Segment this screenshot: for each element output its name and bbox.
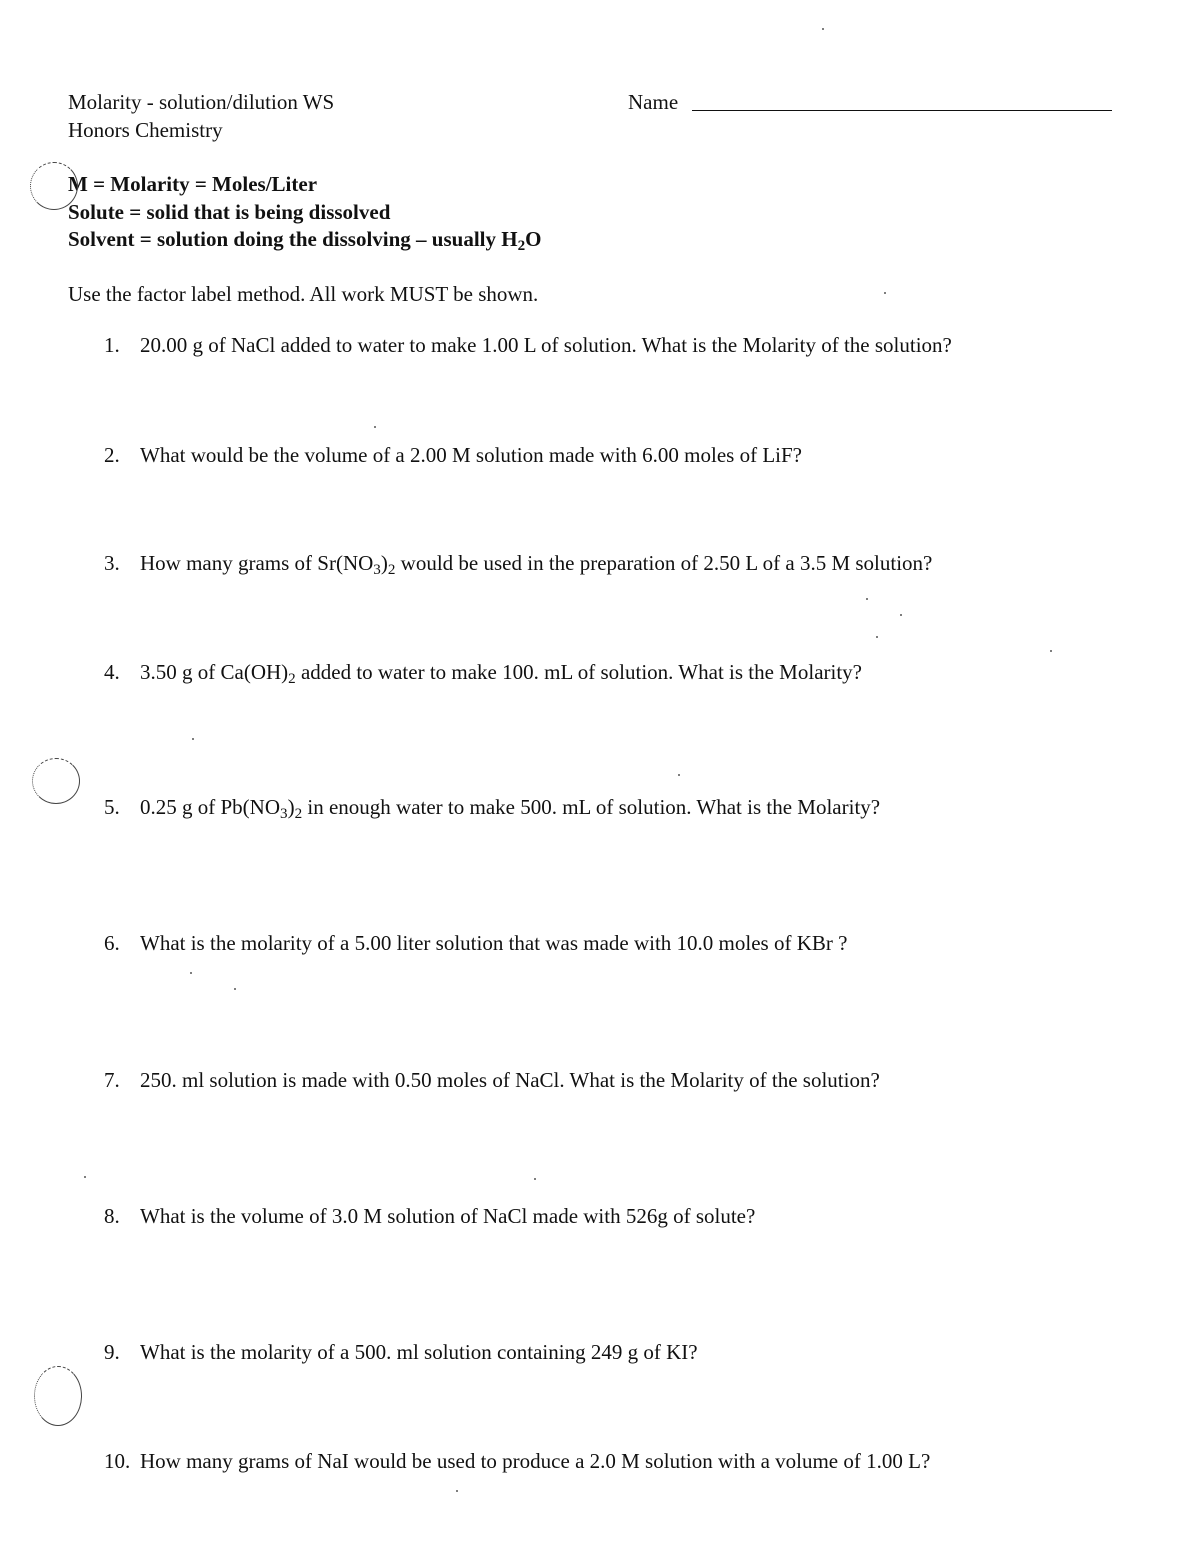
question-1	[104, 333, 952, 358]
question-text	[140, 1204, 755, 1228]
definition-solvent-suffix: O	[525, 227, 542, 251]
question-subscript: 3	[373, 561, 381, 578]
question-text-part: 0.25 g of Pb(NO	[140, 795, 280, 819]
question-text-part: What is the molarity of a 5.00 liter solution that was made with 10.0 moles of KBr ?	[140, 931, 848, 955]
question-text	[140, 443, 802, 467]
question-9	[104, 1340, 698, 1365]
instructions: Use the factor label method. All work MUST be shown.	[68, 282, 539, 306]
question-subscript: 2	[294, 805, 303, 822]
question-text	[140, 551, 933, 578]
hole-punch-top	[30, 162, 78, 210]
question-6	[104, 931, 847, 956]
scan-speck	[1050, 650, 1052, 652]
question-text-part: 20.00 g of NaCl added to water to make 1.00 L of solution. What is the Molarity of the solution?	[140, 333, 952, 357]
question-number: 7.	[104, 1068, 120, 1092]
worksheet-title: Molarity - solution/dilution WS	[68, 90, 335, 114]
question-text-part: How many grams of NaI would be used to produce a 2.0 M solution with a volume of 1.00 L?	[140, 1449, 931, 1473]
scan-speck	[534, 1178, 536, 1180]
definition-solvent-text: Solvent = solution doing the dissolving – usually H	[68, 227, 518, 251]
question-text	[140, 333, 952, 357]
definition-molarity: M = Molarity = Moles/Liter	[68, 172, 318, 196]
hole-punch-middle	[32, 758, 80, 804]
question-10	[104, 1449, 930, 1474]
course-name: Honors Chemistry	[68, 118, 223, 142]
question-subscript: 2	[387, 561, 396, 578]
question-number: 5.	[104, 795, 120, 819]
question-text	[140, 1340, 698, 1364]
question-number: 2.	[104, 443, 120, 467]
question-2	[104, 443, 802, 468]
definition-solute: Solute = solid that is being dissolved	[68, 200, 391, 224]
question-number: 1.	[104, 333, 120, 357]
question-text-part: What is the molarity of a 500. ml solution containing 249 g of KI?	[140, 1340, 698, 1364]
scan-speck	[866, 598, 868, 600]
question-text-part: added to water to make 100. mL of solution. What is the Molarity?	[295, 660, 862, 684]
name-label: Name	[628, 90, 679, 114]
definition-solvent-subscript: 2	[517, 237, 526, 254]
question-8	[104, 1204, 755, 1229]
question-text	[140, 660, 862, 687]
scan-speck	[234, 988, 236, 990]
scan-speck	[84, 1176, 86, 1178]
question-number: 10.	[104, 1449, 131, 1473]
question-text-part: would be used in the preparation of 2.50 L of a 3.5 M solution?	[395, 551, 933, 575]
scan-speck	[374, 426, 376, 428]
question-7	[104, 1068, 880, 1093]
question-number: 3.	[104, 551, 120, 575]
question-number: 8.	[104, 1204, 120, 1228]
question-text-part: )	[287, 795, 295, 819]
question-5	[104, 795, 880, 820]
question-text-part: 3.50 g of Ca(OH)	[140, 660, 289, 684]
question-text-part: What would be the volume of a 2.00 M solution made with 6.00 moles of LiF?	[140, 443, 802, 467]
scan-speck	[822, 28, 824, 30]
scan-speck	[190, 972, 192, 974]
question-number: 4.	[104, 660, 120, 684]
question-text-part: in enough water to make 500. mL of solution. What is the Molarity?	[302, 795, 881, 819]
scan-speck	[884, 292, 886, 294]
question-4	[104, 660, 862, 685]
question-3	[104, 551, 932, 576]
question-number: 9.	[104, 1340, 120, 1364]
question-text-part: 250. ml solution is made with 0.50 moles of NaCl. What is the Molarity of the solution?	[140, 1068, 880, 1092]
question-text	[140, 931, 847, 955]
question-text	[140, 1068, 880, 1092]
question-subscript: 3	[280, 805, 288, 822]
question-text	[140, 1449, 930, 1473]
scan-speck	[900, 614, 902, 616]
question-number: 6.	[104, 931, 120, 955]
question-text-part: What is the volume of 3.0 M solution of NaCl made with 526g of solute?	[140, 1204, 756, 1228]
scan-speck	[678, 774, 680, 776]
question-text-part: )	[380, 551, 388, 575]
scan-speck	[876, 636, 878, 638]
definition-solvent	[68, 227, 542, 252]
name-blank-line[interactable]	[692, 110, 1112, 111]
question-text-part: How many grams of Sr(NO	[140, 551, 374, 575]
question-text	[140, 795, 881, 822]
question-subscript: 2	[288, 670, 296, 687]
hole-punch-bottom	[34, 1366, 82, 1426]
scan-speck	[192, 738, 194, 740]
scan-speck	[456, 1490, 458, 1492]
